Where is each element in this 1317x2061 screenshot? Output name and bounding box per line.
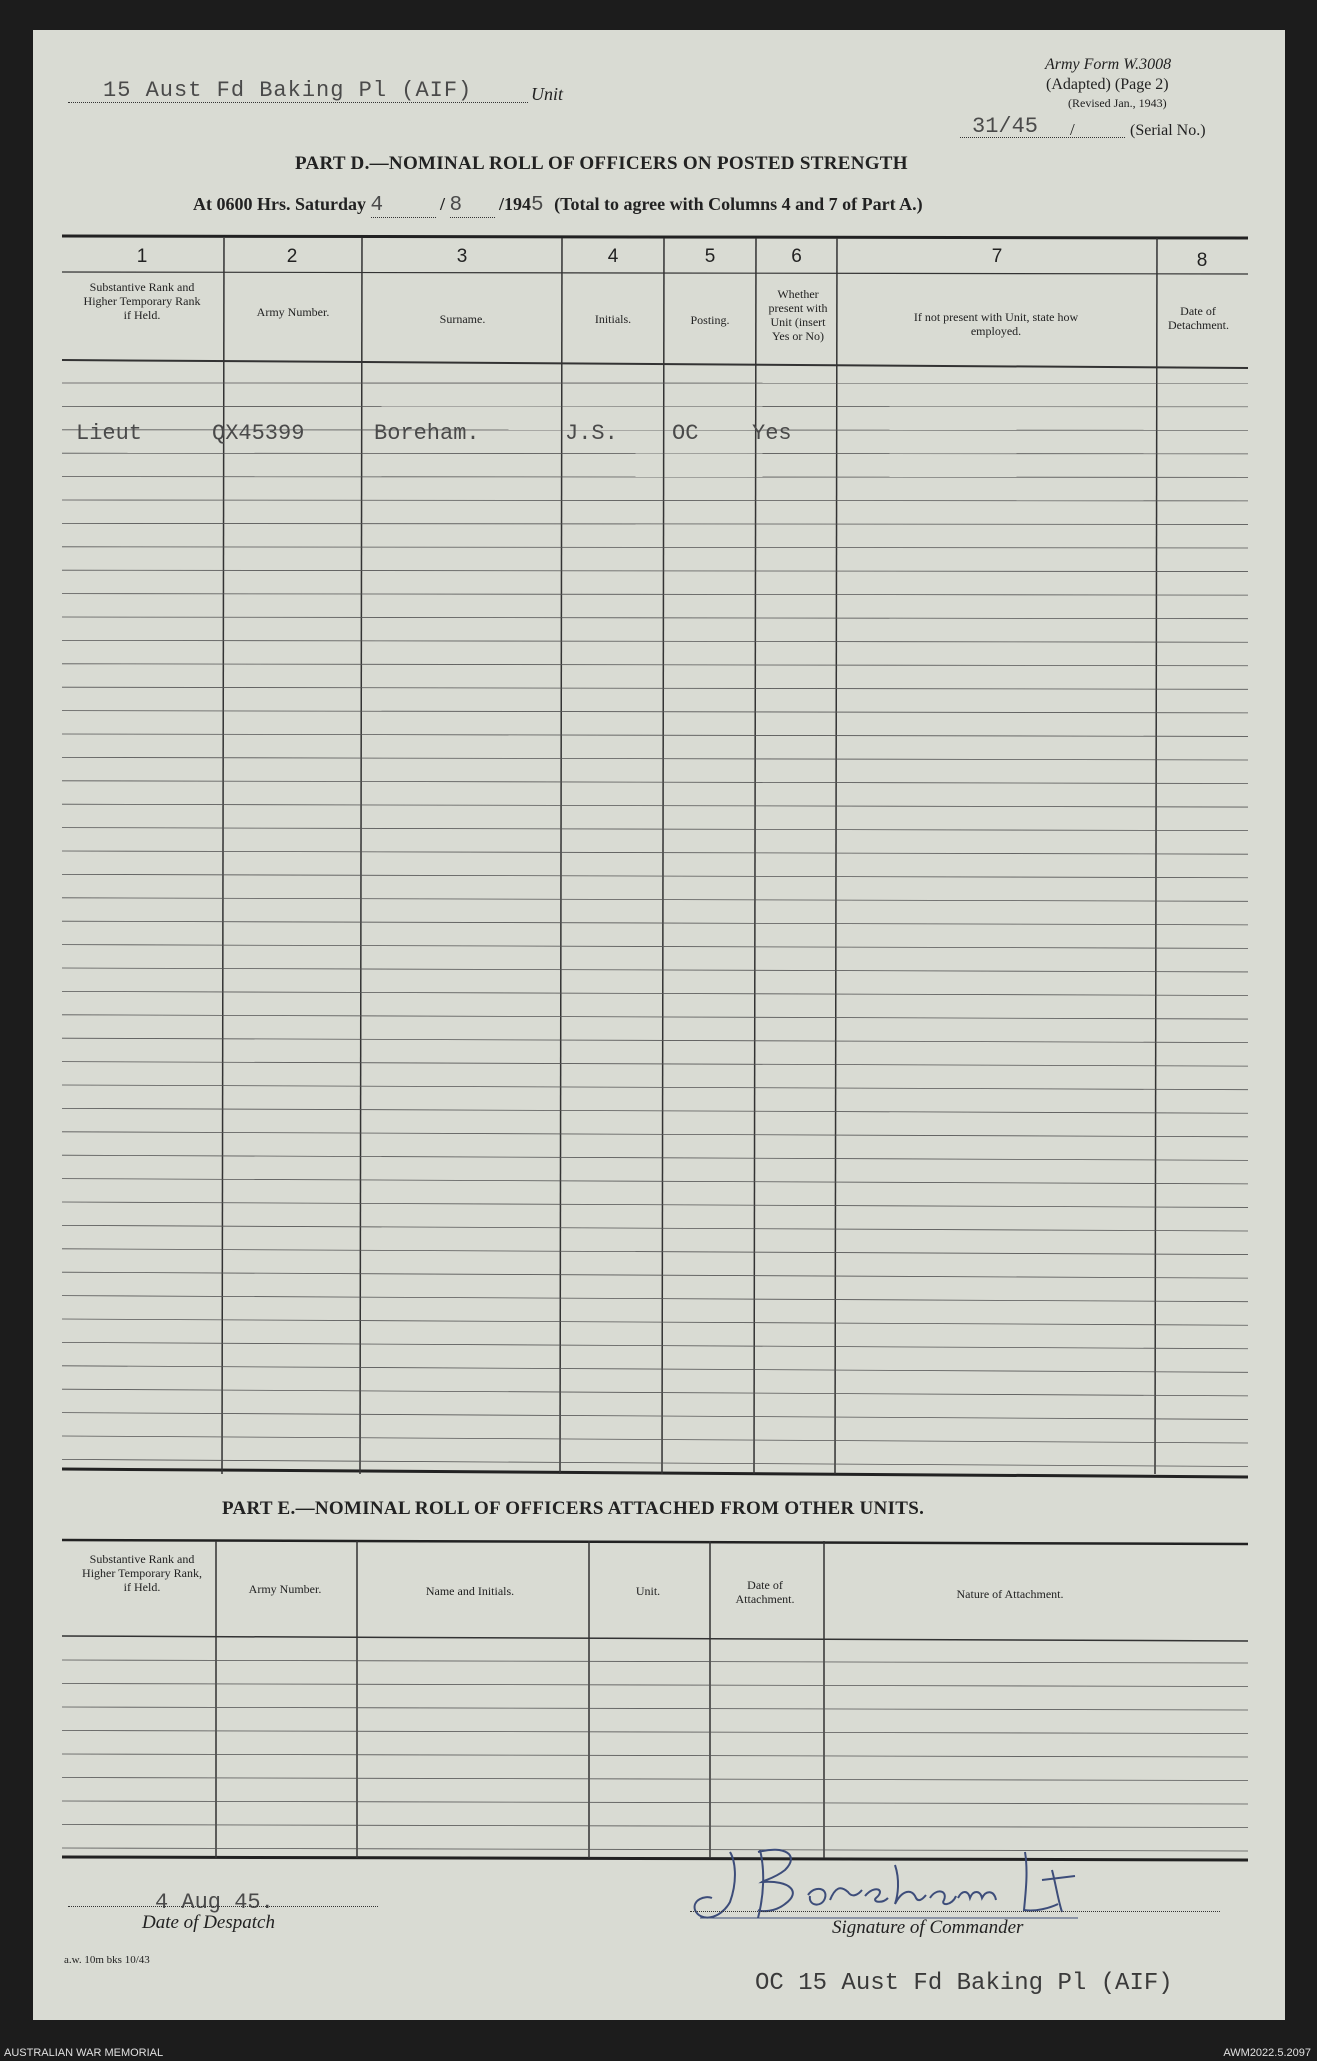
part-e-row-rule xyxy=(62,1707,1248,1710)
part-e-col-name-label: Name and Initials. xyxy=(425,1584,515,1598)
part-d-row-rule xyxy=(62,1038,1248,1042)
part-d-row-rule xyxy=(62,1272,1248,1278)
part-d-column-divider xyxy=(560,238,562,1474)
part-d-row-rule xyxy=(62,874,1248,877)
col-6-label: Whether present with Unit (insert Yes or No) xyxy=(768,287,828,343)
part-e-title: PART E.—NOMINAL ROLL OF OFFICERS ATTACHED FROM OTHER UNITS. xyxy=(222,1498,925,1519)
unit-label: Unit xyxy=(531,84,564,104)
signature-underline xyxy=(690,1911,1220,1912)
part-d-column-divider xyxy=(1155,238,1157,1474)
part-d-title: PART D.—NOMINAL ROLL OF OFFICERS ON POSTED STRENGTH xyxy=(295,153,908,174)
part-d-row-rule xyxy=(62,1459,1248,1466)
part-d-row-rule xyxy=(62,757,1248,760)
date-year-digit: 5 xyxy=(531,194,544,217)
part-e-col-nature-label: Nature of Attachment. xyxy=(956,1587,1064,1601)
col-4-label: Initials. xyxy=(594,312,632,326)
col-1-number: 1 xyxy=(136,246,148,267)
part-d-row-rule xyxy=(62,1342,1248,1348)
despatch-label: Date of Despatch xyxy=(142,1912,275,1933)
part-e-row-rule xyxy=(62,1754,1248,1757)
part-d-row-rule xyxy=(62,523,1248,524)
form-revised: (Revised Jan., 1943) xyxy=(1068,96,1167,110)
part-d-row-rule xyxy=(62,664,1248,666)
part-e-col-unit-label: Unit. xyxy=(635,1584,661,1598)
part-e-row-rule xyxy=(62,1731,1248,1734)
date-month: 8 xyxy=(450,194,495,218)
part-d-row-rule xyxy=(62,1132,1248,1137)
col-3-label: Surname. xyxy=(439,312,486,326)
part-d-row-rule xyxy=(62,1062,1248,1067)
part-e-col-army-number-label: Army Number. xyxy=(248,1582,322,1596)
entry-initials: J.S. xyxy=(565,421,618,446)
as-at-text: At 0600 Hrs. Saturday xyxy=(193,194,367,214)
part-d-column-divider xyxy=(662,238,664,1474)
col-1-label: Substantive Rank and Higher Temporary Rank if Held. xyxy=(83,280,201,322)
archive-label-right: AWM2022.5.2097 xyxy=(1223,2047,1311,2059)
part-d-row-rule xyxy=(62,1296,1248,1302)
part-d-row-rule xyxy=(62,711,1248,713)
part-d-number-row-line xyxy=(62,272,1248,274)
despatch-underline xyxy=(68,1906,378,1907)
part-d-row-rule xyxy=(62,921,1248,925)
part-e-row-rule xyxy=(62,1825,1248,1828)
serial-value: 31/45 xyxy=(972,114,1039,139)
col-5-number: 5 xyxy=(704,246,716,267)
part-d-row-rule xyxy=(62,804,1248,807)
part-d-row-rule xyxy=(62,1249,1248,1255)
part-e-row-rule xyxy=(62,1660,1248,1663)
part-e-row-rule xyxy=(62,1801,1248,1804)
commander-typed: OC 15 Aust Fd Baking Pl (AIF) xyxy=(755,1970,1173,1997)
entry-army-number: QX45399 xyxy=(212,421,305,446)
part-e-row-rule xyxy=(62,1684,1248,1687)
part-d-row-rule xyxy=(62,1413,1248,1420)
col-5-label: Posting. xyxy=(690,313,730,327)
signature-label: Signature of Commander xyxy=(832,1917,1024,1938)
col-2-number: 2 xyxy=(286,246,298,267)
part-d-row-rule xyxy=(62,1202,1248,1207)
part-d-column-divider xyxy=(360,238,362,1474)
part-e-col-date-label: Date of Attachment. xyxy=(735,1578,795,1606)
part-d-row-rule xyxy=(62,687,1248,689)
despatch-date-value: 4 Aug 45. xyxy=(155,1890,274,1915)
part-d-row-rule xyxy=(62,500,1248,501)
printer-note: a.w. 10m bks 10/43 xyxy=(64,1954,150,1966)
part-d-row-rule xyxy=(62,1389,1248,1396)
part-d-row-rule xyxy=(62,547,1248,548)
date-slash-2: / xyxy=(499,194,505,214)
part-d-row-rule xyxy=(62,1225,1248,1231)
part-e-col-rank-label: Substantive Rank and Higher Temporary Rank, if Held. xyxy=(82,1552,202,1594)
entry-posting: OC xyxy=(672,421,699,446)
part-d-row-rule xyxy=(62,991,1248,995)
part-d-row-rule xyxy=(62,1319,1248,1325)
form-name: Army Form W.3008 xyxy=(1045,56,1172,73)
part-e-header-bottom xyxy=(62,1636,1248,1641)
part-d-row-rule xyxy=(62,1015,1248,1019)
form-adapted: (Adapted) (Page 2) xyxy=(1046,76,1169,93)
part-d-row-rule xyxy=(62,781,1248,784)
col-8-label: Date of Detachment. xyxy=(1168,304,1229,332)
col-3-number: 3 xyxy=(456,246,468,267)
part-d-row-rule xyxy=(62,617,1248,619)
part-d-column-divider xyxy=(835,238,837,1474)
part-d-row-rule xyxy=(62,1366,1248,1373)
entry-rank: Lieut xyxy=(76,421,143,446)
date-slash-1: / xyxy=(440,194,446,214)
archive-label-left: AUSTRALIAN WAR MEMORIAL xyxy=(4,2047,164,2059)
date-year-prefix: 194 xyxy=(504,194,532,214)
part-d-row-rule xyxy=(62,640,1248,642)
serial-label: (Serial No.) xyxy=(1130,122,1206,139)
part-d-header-bottom xyxy=(62,360,1248,368)
part-d-row-rule xyxy=(62,851,1248,854)
part-d-row-rule xyxy=(62,734,1248,736)
part-d-row-rule xyxy=(62,898,1248,901)
part-e-top-border xyxy=(62,1540,1248,1544)
part-d-row-rule xyxy=(62,945,1248,949)
total-note: (Total to agree with Columns 4 and 7 of Part A.) xyxy=(554,194,923,214)
unit-value: 15 Aust Fd Baking Pl (AIF) xyxy=(103,78,473,103)
part-d-row-rule xyxy=(62,1085,1248,1090)
part-d-bottom-border xyxy=(62,1469,1248,1477)
part-d-row-rule xyxy=(62,570,1248,571)
entry-present: Yes xyxy=(752,421,792,446)
col-7-number: 7 xyxy=(991,246,1003,267)
part-d-row-rule xyxy=(62,1179,1248,1184)
col-8-number: 8 xyxy=(1196,250,1208,271)
part-d-row-rule xyxy=(62,828,1248,831)
col-7-label: If not present with Unit, state how employed. xyxy=(913,310,1079,338)
col-4-number: 4 xyxy=(607,246,619,267)
col-6-number: 6 xyxy=(791,246,802,267)
part-d-row-rule xyxy=(62,968,1248,972)
part-d-row-rule xyxy=(62,453,1248,454)
date-day: 4 xyxy=(371,194,436,218)
part-e-row-rule xyxy=(62,1778,1248,1781)
col-2-label: Army Number. xyxy=(256,305,330,319)
part-d-top-border xyxy=(62,236,1248,238)
part-d-row-rule xyxy=(62,1155,1248,1160)
entry-surname: Boreham. xyxy=(374,421,480,446)
part-d-row-rule xyxy=(62,1436,1248,1443)
serial-separator: / xyxy=(1070,120,1075,139)
part-d-row-rule xyxy=(62,477,1248,478)
part-d-row-rule xyxy=(62,594,1248,596)
part-d-row-rule xyxy=(62,1108,1248,1113)
